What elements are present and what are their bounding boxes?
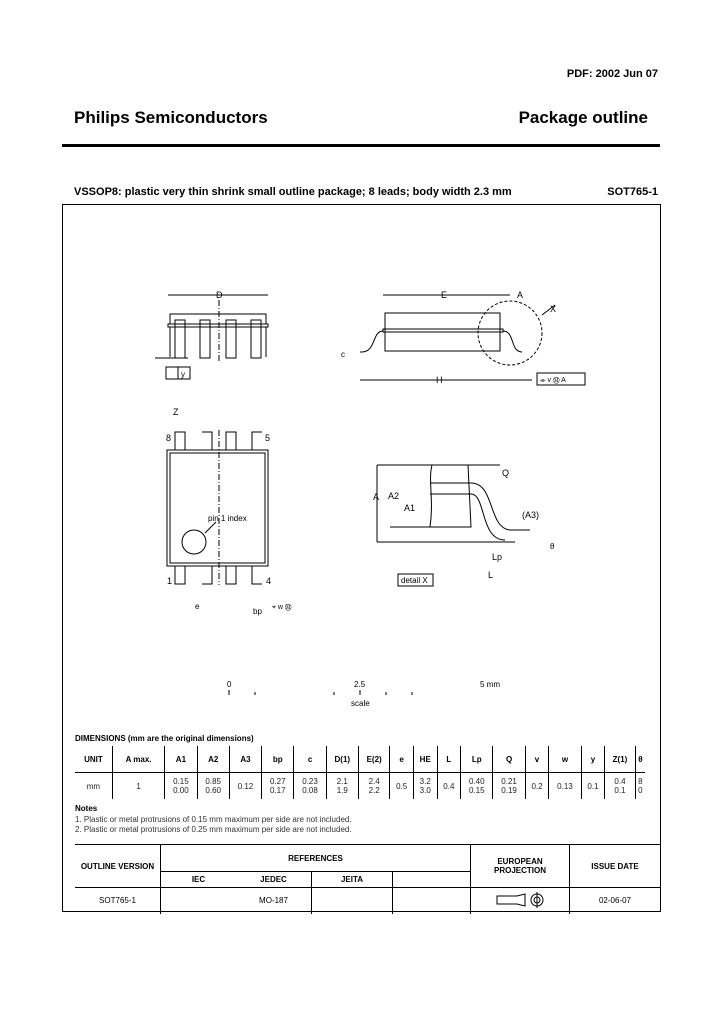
dim-header-cell: A1 — [165, 746, 197, 773]
v-tolerance: ⌯ v Ⓜ A — [540, 377, 566, 384]
dim-value-cell: 0.12 — [229, 773, 261, 800]
label-a-datum: A — [517, 290, 524, 300]
dim-value-cell: 2.1 1.9 — [326, 773, 358, 800]
iec-value — [161, 888, 237, 914]
dim-header-cell: y — [581, 746, 605, 773]
document-type: Package outline — [518, 108, 648, 127]
label-lp: Lp — [492, 552, 503, 562]
dim-header-cell: v — [525, 746, 549, 773]
label-theta: θ — [550, 542, 555, 551]
label-c: c — [341, 350, 345, 359]
dim-value-cell: 2.4 2.2 — [358, 773, 389, 800]
pin-1-index-label: pin 1 index — [208, 514, 247, 523]
jedec-value: MO-187 — [259, 896, 288, 906]
dim-value-cell: 0.40 0.15 — [461, 773, 493, 800]
package-title: VSSOP8: plastic very thin shrink small outline package; 8 leads; body width 2.3 mm — [74, 186, 512, 198]
issue-date-value: 02-06-07 — [570, 888, 661, 914]
label-a3: (A3) — [522, 510, 540, 520]
dimensions-data-row — [75, 773, 645, 800]
label-bp: bp — [253, 607, 262, 616]
dim-header-cell: E(2) — [358, 746, 389, 773]
company-name: Philips Semiconductors — [74, 108, 268, 127]
issue-date-header: ISSUE DATE — [570, 845, 661, 888]
dim-header-cell: HE — [413, 746, 437, 773]
dim-header-cell: A3 — [229, 746, 261, 773]
pin-4-label: 4 — [266, 576, 272, 586]
side-view-d — [155, 290, 268, 379]
dim-header-cell: Z(1) — [605, 746, 636, 773]
label-d: D — [216, 290, 223, 300]
iec-header: IEC — [191, 875, 206, 884]
label-q: Q — [502, 468, 510, 478]
w-tolerance: ⌖ w Ⓜ — [272, 604, 292, 611]
dimensions-header-row — [75, 746, 645, 773]
dim-header-cell: D(1) — [326, 746, 358, 773]
dim-value-cell: 0.13 — [549, 773, 581, 800]
pin-8-label: 8 — [166, 433, 172, 443]
dim-value-cell: 0.27 0.17 — [262, 773, 294, 800]
scale-bar — [227, 680, 500, 708]
dim-value-cell: 0.1 — [581, 773, 605, 800]
dim-value-cell: mm — [86, 781, 101, 791]
blank-header — [393, 872, 471, 888]
pin-1-label: 1 — [167, 576, 173, 586]
label-a: A — [373, 492, 380, 502]
detail-x-view — [373, 465, 555, 586]
label-l: L — [488, 570, 494, 580]
dim-value-cell: 0.21 0.19 — [493, 773, 525, 800]
dim-header-cell: Q — [493, 746, 525, 773]
notes-title: Notes — [75, 804, 98, 813]
jedec-header: JEDEC — [260, 875, 287, 884]
jeita-value — [312, 888, 393, 914]
projection-icon — [495, 892, 545, 908]
dim-value-cell: 0.85 0.60 — [197, 773, 229, 800]
dim-header-cell: w — [549, 746, 581, 773]
outline-version-header: OUTLINE VERSION — [75, 845, 161, 888]
pin-5-label: 5 — [265, 433, 271, 443]
dim-header-cell: L — [437, 746, 461, 773]
label-a2: A2 — [388, 491, 400, 501]
scale-tick-2-5: 2.5 — [354, 680, 366, 689]
outline-version-value: SOT765-1 — [75, 888, 161, 914]
references-table — [75, 844, 660, 914]
dimensions-table — [75, 746, 645, 799]
package-code: SOT765-1 — [607, 186, 658, 198]
scale-label: scale — [351, 699, 370, 708]
dim-header-cell: c — [294, 746, 326, 773]
dim-header-cell: UNIT — [75, 746, 112, 773]
jeita-header: JEITA — [312, 872, 393, 888]
dim-header-cell: Lp — [461, 746, 493, 773]
scale-tick-0: 0 — [227, 680, 232, 689]
label-y: y — [181, 370, 185, 379]
dim-value-cell: 0.4 0.1 — [605, 773, 636, 800]
dim-header-cell: e — [390, 746, 414, 773]
european-projection-header: EUROPEAN PROJECTION — [471, 845, 570, 888]
dim-value-cell: 8 0 — [635, 773, 645, 800]
dim-header-cell: A max. — [112, 746, 164, 773]
dim-value-cell: 0.23 0.08 — [294, 773, 326, 800]
label-e-pitch: e — [195, 602, 200, 611]
dim-value-cell: 0.15 0.00 — [165, 773, 197, 800]
label-h: H — [436, 375, 443, 385]
top-view — [166, 407, 292, 616]
references-header: REFERENCES — [161, 845, 471, 872]
dim-value-cell: 0.2 — [525, 773, 549, 800]
dim-value-cell: 0.5 — [390, 773, 414, 800]
dim-header-cell: θ — [635, 746, 645, 773]
dim-value-cell: 1 — [112, 773, 164, 800]
label-e: E — [441, 290, 448, 300]
side-view-e — [341, 290, 585, 385]
dimensions-title: DIMENSIONS (mm are the original dimensions) — [75, 734, 254, 743]
label-a1: A1 — [404, 503, 416, 513]
note-1: 1. Plastic or metal protrusions of 0.15 mm maximum per side are not included. — [75, 815, 352, 824]
dim-header-cell: bp — [262, 746, 294, 773]
blank-value — [393, 888, 471, 914]
dim-header-cell: A2 — [197, 746, 229, 773]
scale-tick-5: 5 mm — [480, 680, 500, 689]
dim-value-cell: 3.2 3.0 — [413, 773, 437, 800]
projection-symbol — [471, 888, 570, 914]
label-z: Z — [173, 407, 179, 417]
pdf-date: PDF: 2002 Jun 07 — [566, 68, 658, 80]
label-x: X — [550, 304, 557, 314]
dim-value-cell: 0.4 — [437, 773, 461, 800]
detail-x-label: detail X — [401, 576, 428, 585]
note-2: 2. Plastic or metal protrusions of 0.25 mm maximum per side are not included. — [75, 825, 352, 834]
